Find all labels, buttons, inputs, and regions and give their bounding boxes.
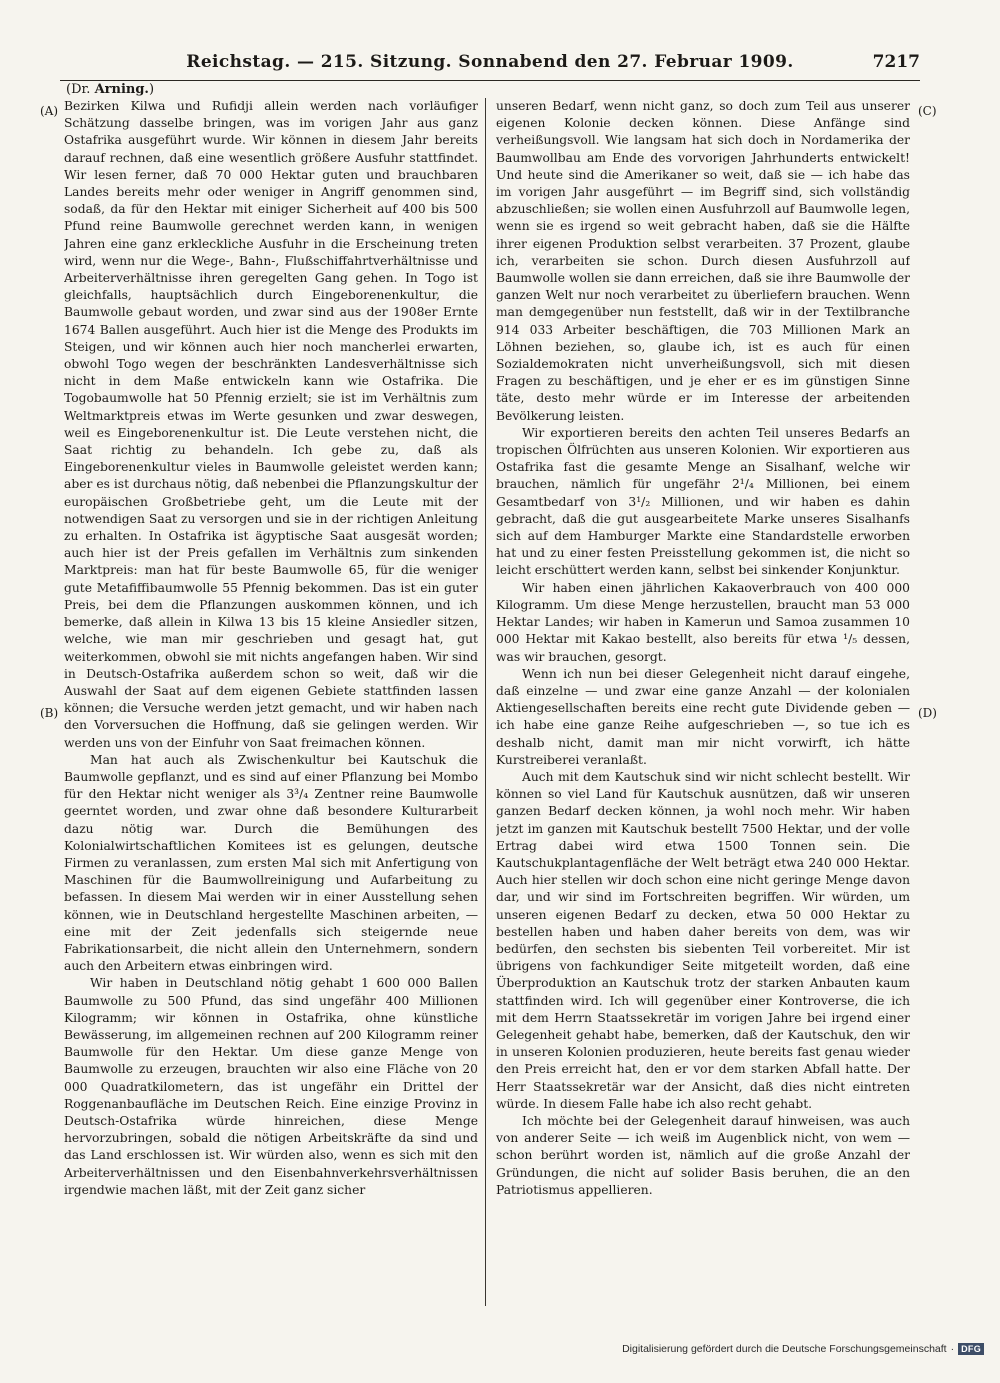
page-header xyxy=(60,50,920,81)
running-title: Reichstag. — 215. Sitzung. Sonnabend den 27. Februar 1909. xyxy=(186,52,794,72)
dfg-logo-icon: DFG xyxy=(958,1343,984,1355)
column-divider xyxy=(485,98,486,1306)
margin-marker-c: (C) xyxy=(918,104,937,118)
page-number: 7217 xyxy=(872,52,920,72)
paragraph: Wir haben in Deutschland nötig gehabt 1 600 000 Ballen Baumwolle zu 500 Pfund, das sind ungefähr 400 Millionen Kilogramm; wir können in Ostafrika, ohne künstliche Bewässerung, im allgemeinen rechnen auf 200 Kilogramm reiner Baumwolle für den Hektar. Um diese ganze Menge von Baumwolle zu erzeugen, brauchten wir also eine Fläche von 20 000 Quadratkilometern, das ist ungefähr ein Drittel der Roggenanbaufläche im Deutschen Reich. Eine einzige Provinz in Deutsch-Ostafrika würde hinreichen, diese Menge hervorzubringen, sobald die nötigen Arbeitskräfte da sind und das Land erschlossen ist. Wir würden also, wenn es sich mit den Arbeiterverhältnissen und den Eisenbahnverkehrsverhältnissen irgendwie machen läßt, mit der Zeit ganz sicher xyxy=(64,976,478,1197)
margin-marker-b: (B) xyxy=(40,706,59,720)
speaker-prefix: Dr. xyxy=(71,82,91,97)
speaker-label: (Dr. Arning.) xyxy=(66,82,155,97)
margin-marker-a: (A) xyxy=(40,104,59,118)
paragraph: unseren Bedarf, wenn nicht ganz, so doch zum Teil aus unserer eigenen Kolonie decken können. Diese Anfänge sind verheißungsvoll. Wie langsam hat sich doch in Nordamerika der Baumwollbau am Ende des vorvorigen Jahrhunderts entwickelt! Und heute sind die Amerikaner so weit, daß sie — ich habe das im vorigen Jahr ausgeführt — im Begriff sind, sich vollständig abzuschließen; sie wollen einen Ausfuhrzoll auf Baumwolle legen, wenn sie es irgend so weit gebracht haben, daß sie die Hälfte ihrer eigenen Produktion selbst verarbeiten. 37 Prozent, glaube ich, verarbeiten sie schon. Durch diesen Ausfuhrzoll auf Baumwolle wollen sie dann erreichen, daß sie ihre Baumwolle der ganzen Welt nur noch verarbeitet zu überliefern brauchen. Wenn man demgegenüber nun feststellt, daß wir in der Textilbranche 914 033 Arbeiter beschäftigen, die 703 Millionen Mark an Löhnen beziehen, so, glaube ich, ist es auch für einen Sozialdemokraten nicht unverheißungsvoll, sich mit diesen Fragen zu beschäftigen, und je eher er es im günstigen Sinne täte, desto mehr würde er im Interesse der arbeitenden Bevölkerung leisten. xyxy=(496,99,910,423)
separator: · xyxy=(950,1343,955,1355)
margin-marker-d: (D) xyxy=(918,706,937,720)
right-column xyxy=(496,98,910,1308)
paragraph: Man hat auch als Zwischenkultur bei Kautschuk die Baumwolle gepflanzt, und es sind auf einer Pflanzung bei Mombo für den Hektar nicht weniger als 3³/₄ Zentner reine Baumwolle geerntet worden, und zwar ohne daß besondere Kulturarbeit dazu nötig war. Durch die Bemühungen des Kolonialwirtschaftlichen Komitees ist es gelungen, deutsche Firmen zu veranlassen, zum ersten Mal sich mit Anfertigung von Maschinen für die Baumwollreinigung und Aufarbeitung zu befassen. In diesem Mai werden wir in einer Ausstellung sehen können, wie in Deutschland hergestellte Maschinen arbeiten, — eine mit der Zeit jedenfalls sich steigernde neue Fabrikationsarbeit, die nicht allein den Unternehmern, sondern auch den Arbeitern etwas einbringen wird. xyxy=(64,752,478,974)
paragraph: Wir exportieren bereits den achten Teil unseres Bedarfs an tropischen Ölfrüchten aus unseren Kolonien. Wir exportieren aus Ostafrika fast die gesamte Menge an Sisalhanf, welche wir brauchen, nämlich für ungefähr 2¹/₄ Millionen, bei einem Gesamtbedarf von 3¹/₂ Millionen, und wir haben es dahin gebracht, daß die gut ausgearbeitete Marke unseres Sisalhanfs sich auf dem Hamburger Markte eine Standardstelle erworben hat und zu einer festen Preisstellung gekommen ist, die nicht so leicht erschüttert werden kann, selbst bei sinkender Konjunktur. xyxy=(496,425,910,578)
paragraph: Auch mit dem Kautschuk sind wir nicht schlecht bestellt. Wir können so viel Land für Kautschuk ausnützen, daß wir unseren ganzen Bedarf decken können, ja wohl noch mehr. Wir haben jetzt im ganzen mit Kautschuk bestellt 7500 Hektar, und der volle Ertrag dabei wird etwa 1500 Tonnen sein. Die Kautschukplantagenfläche der Welt beträgt etwa 240 000 Hektar. Auch hier stellen wir doch schon eine nicht geringe Menge davon dar, und wir sind im Fortschreiten begriffen. Wir würden, um unseren eigenen Bedarf zu decken, etwa 50 000 Hektar zu bestellen haben und haben daher bereits von dem, was wir bedürfen, den sechsten bis siebenten Teil vorbereitet. Mir ist übrigens von fachkundiger Seite mitgeteilt worden, daß eine Überproduktion an Kautschuk trotz der starken Anbauten kaum stattfinden wird. Ich will gegenüber einer Kontroverse, die ich mit dem Herrn Staatssekretär im vorigen Jahre bei irgend einer Gelegenheit gehabt habe, bemerken, daß der Kautschuk, den wir in unseren Kolonien produzieren, heute bereits fast genau wieder den Preis erreicht hat, den er vor dem starken Abfall hatte. Der Herr Staatssekretär war der Ansicht, daß dies nicht eintreten würde. In diesem Falle habe ich also recht gehabt. xyxy=(496,769,910,1111)
paragraph: Ich möchte bei der Gelegenheit darauf hinweisen, was auch von anderer Seite — ich weiß im Augenblick nicht, von wem — schon berührt worden ist, nämlich auf die große Anzahl der Gründungen, die nicht auf solider Basis beruhen, die an den Patriotismus appellieren. xyxy=(496,1113,910,1197)
paragraph: Wir haben einen jährlichen Kakaoverbrauch von 400 000 Kilogramm. Um diese Menge herzustellen, braucht man 53 000 Hektar Landes; wir haben in Kamerun und Samoa zusammen 10 000 Hektar mit Kakao bestellt, also bereits für etwa ¹/₅ dessen, was wir brauchen, gesorgt. xyxy=(496,580,910,664)
speaker-name: Arning. xyxy=(94,82,149,97)
paragraph: Wenn ich nun bei dieser Gelegenheit nicht darauf eingehe, daß einzelne — und zwar eine ganze Anzahl — der kolonialen Aktiengesellschaften bereits eine recht gute Dividende geben — ich habe eine ganze Reihe aufgeschrieben —, so tue ich es deshalb nicht, damit man mir nicht vorwirft, ich hätte Kurstreiberei veranlaßt. xyxy=(496,666,910,767)
paragraph: Bezirken Kilwa und Rufidji allein werden nach vorläufiger Schätzung dasselbe bringen, was im vorigen Jahr aus ganz Ostafrika ausgeführt wurde. Wir können in diesem Jahr bereits darauf rechnen, daß eine wesentlich größere Ausfuhr stattfindet. Wir lesen ferner, daß 70 000 Hektar guten und brauchbaren Landes bereits mehr oder weniger in Angriff genommen sind, sodaß, da für den Hektar mit einiger Sicherheit auf 400 bis 500 Pfund reine Baumwolle gerechnet werden kann, in wenigen Jahren eine ganz erkleckliche Ausfuhr in die Erscheinung treten wird, wenn nur die Wege-, Bahn-, Flußschiffahrtverhältnisse und Arbeiterverhältnisse ihren geregelten Gang gehen. In Togo ist gleichfalls, hauptsächlich durch Eingeborenenkultur, die Baumwolle gebaut worden, und zwar sind aus der 1908er Ernte 1674 Ballen ausgeführt. Auch hier ist die Menge des Produkts im Steigen, und wir können auch hier noch mancherlei erwarten, obwohl Togo wegen der beschränkten Landesverhältnisse sich nicht in dem Maße entwickeln kann wie Ostafrika. Die Togobaumwolle hat 50 Pfennig erzielt; sie ist im Verhältnis zum Weltmarktpreis etwas im Werte gesunken und zwar deswegen, weil es Eingeborenenkultur ist. Die Leute verstehen nicht, die Saat richtig zu behandeln. Ich gebe zu, daß als Eingeborenenkultur vieles in Baumwolle geleistet werden kann; aber es ist durchaus nötig, daß nebenbei die Pflanzungskultur der europäischen Großbetriebe geht, um die Leute mit der notwendigen Saat zu versorgen und sie in der richtigen Anleitung zu erhalten. In Ostafrika ist ägyptische Saat ausgesät worden; auch hier ist der Preis gefallen im Verhältnis zum sinkenden Marktpreis: man hat für beste Baumwolle 65, für die weniger gute Metafiffibaumwolle 55 Pfennig bekommen. Das ist ein guter Preis, bei dem die Pflanzungen auskommen können, und ich bemerke, daß allein in Kilwa 13 bis 15 kleine Ansiedler sitzen, welche, wie man mir geschrieben und gesagt hat, gut weiterkommen, obwohl sie mit nichts angefangen haben. Wir sind in Deutsch-Ostafrika außerdem schon so weit, daß wir die Auswahl der Saat auf dem eigenen Gebiete stattfinden lassen können; die Versuche werden jetzt gemacht, und wir haben nach den Vorversuchen die Hoffnung, daß sie gelingen werden. Wir werden uns von der Einfuhr von Saat freimachen können. xyxy=(64,99,478,750)
left-column xyxy=(64,98,478,1308)
credit-text: Digitalisierung gefördert durch die Deutsche Forschungsgemeinschaft xyxy=(622,1343,947,1355)
digitization-credit xyxy=(622,1343,984,1355)
